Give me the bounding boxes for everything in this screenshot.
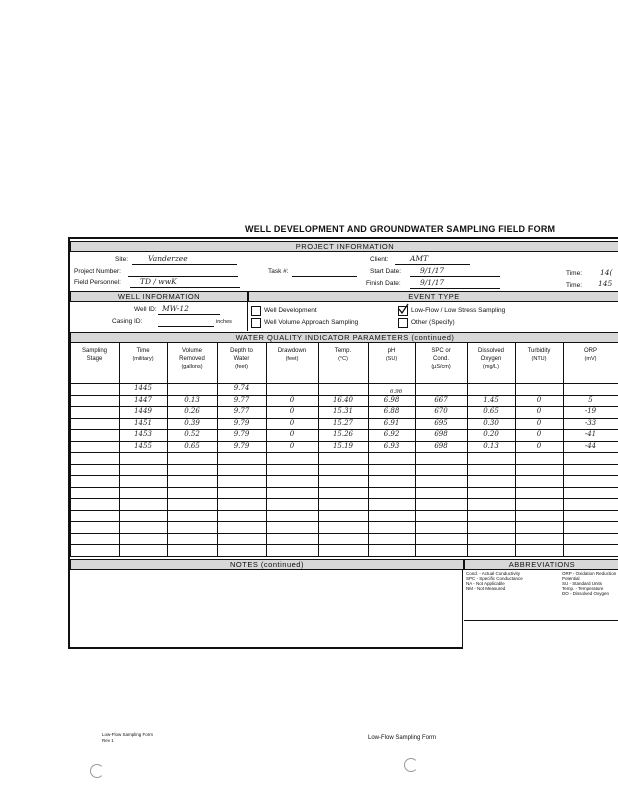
table-row-line (70, 544, 618, 545)
hole-punch-right (404, 758, 418, 772)
table-cell[interactable]: 6.88 (383, 407, 400, 415)
table-header-unit: (mg/L) (483, 364, 499, 370)
well-id-label: Well ID: (134, 306, 157, 313)
water-quality-table (70, 343, 618, 556)
table-cell[interactable]: 667 (434, 395, 448, 404)
table-header (318, 347, 368, 363)
table-row-line (70, 464, 618, 465)
table-cell[interactable]: 9.79 (233, 430, 250, 438)
table-cell[interactable]: 1445 (134, 384, 152, 392)
well-id-value[interactable]: MW-12 (162, 304, 189, 313)
abbr-left-item: NM - Not Measured (466, 586, 506, 591)
checkbox-well-volume[interactable] (251, 318, 261, 328)
ph-annotation: 6.96 (390, 388, 403, 395)
table-cell[interactable]: 0.65 (483, 407, 499, 415)
table-cell[interactable]: 0 (289, 441, 295, 450)
finish-date-label: Finish Date: (366, 280, 401, 287)
time-label-2: Time: (566, 282, 583, 289)
table-header-name: Depth to (230, 348, 253, 354)
table-row-line (70, 556, 618, 557)
water-quality-heading: WATER QUALITY INDICATOR PARAMETERS (continued) (70, 332, 618, 343)
table-cell[interactable]: 6.92 (383, 430, 400, 438)
check-mark-icon (397, 303, 409, 315)
abbreviations-right (562, 571, 616, 596)
table-header (368, 347, 415, 363)
table-cell[interactable]: 9.77 (233, 407, 250, 415)
table-header-name2: Removed (179, 356, 205, 362)
table-cell[interactable]: 16.40 (332, 395, 354, 404)
option-other: Other (Specify) (411, 319, 455, 326)
table-header-name2: Oxygen (480, 356, 502, 362)
table-cell[interactable]: 0 (289, 418, 295, 427)
table-cell[interactable]: 6.91 (383, 418, 400, 427)
table-header-name2: Cond. (432, 356, 449, 362)
table-cell[interactable]: 6.98 (383, 395, 400, 404)
table-row-line (70, 498, 618, 499)
table-row-line (70, 521, 618, 522)
table-header-unit: (µS/cm) (431, 364, 451, 370)
abbr-left-item: Cond. - Actual Conductivity (466, 571, 521, 576)
client-label: Client: (370, 256, 389, 263)
event-type-heading: EVENT TYPE (248, 291, 618, 302)
table-cell[interactable]: 1451 (134, 418, 152, 427)
table-header (467, 347, 515, 371)
start-date-line (410, 276, 500, 277)
table-row-line (70, 452, 618, 453)
client-value[interactable]: AMT (410, 254, 429, 263)
abbr-right-item: Potential (562, 576, 580, 581)
project-info-heading: PROJECT INFORMATION (70, 241, 618, 252)
table-cell[interactable]: 1449 (134, 407, 152, 415)
table-header-name: Temp. (334, 348, 352, 354)
well-id-line (158, 314, 220, 315)
table-header (167, 347, 217, 371)
table-cell[interactable]: 9.79 (233, 441, 250, 450)
table-row-line (70, 475, 618, 476)
table-header-name: pH (387, 348, 396, 354)
table-header-unit: (SU) (385, 356, 398, 362)
table-cell[interactable]: -41 (584, 430, 597, 438)
table-header (119, 347, 167, 363)
table-cell[interactable]: 9.74 (233, 384, 250, 392)
start-date-value[interactable]: 9/1/17 (420, 266, 445, 275)
table-header-unit: (NTU) (531, 356, 547, 362)
table-cell[interactable]: 0 (289, 430, 295, 438)
table-header (217, 347, 266, 371)
time-label-1: Time: (566, 270, 583, 277)
table-cell[interactable]: 1453 (134, 430, 152, 438)
casing-id-line (158, 326, 214, 327)
table-header-unit: (feet) (285, 356, 299, 362)
table-cell[interactable]: 6.93 (383, 441, 400, 450)
table-cell[interactable]: -19 (584, 407, 597, 415)
table-header (563, 347, 618, 363)
table-cell[interactable]: 9.77 (233, 395, 250, 404)
table-header (515, 347, 563, 363)
table-cell[interactable]: 15.31 (332, 407, 354, 415)
table-col-line (70, 343, 71, 556)
abbr-right-item: DO - Dissolved Oxygen (562, 591, 610, 596)
table-cell[interactable]: 5 (588, 395, 593, 404)
table-header-name: Sampling (81, 348, 107, 354)
table-header-name: ORP (583, 348, 597, 354)
abbr-right-item: ORP - Oxidation Reduction (562, 571, 617, 576)
table-row-line (70, 510, 618, 511)
table-header-name: Time (136, 348, 150, 354)
table-cell[interactable]: 0.39 (184, 418, 200, 427)
field-personnel-value[interactable]: TD / wwK (140, 277, 177, 286)
time-value-1[interactable]: 14( (600, 268, 613, 277)
site-label: Site: (115, 256, 129, 263)
abbreviations-heading: ABBREVIATIONS (464, 559, 618, 570)
table-cell[interactable]: 0.26 (184, 407, 200, 415)
table-cell[interactable]: 670 (434, 407, 448, 415)
table-cell[interactable]: 15.26 (332, 430, 354, 438)
option-well-development: Well Development (264, 307, 317, 314)
table-cell[interactable]: 0.13 (184, 395, 200, 404)
site-value[interactable]: Vanderzee (148, 254, 188, 263)
footer-left-line2: Rev 1 (102, 738, 114, 743)
task-label: Task #: (268, 268, 289, 275)
table-cell[interactable]: -33 (584, 418, 597, 427)
field-personnel-line (130, 287, 240, 288)
table-row-line (70, 487, 618, 488)
table-header-unit: (mV) (584, 356, 597, 362)
table-cell[interactable]: 0 (289, 407, 295, 415)
form-title: WELL DEVELOPMENT AND GROUNDWATER SAMPLING FIELD FORM (245, 224, 556, 234)
table-header-name: Dissolved (477, 348, 504, 354)
well-info-heading: WELL INFORMATION (70, 291, 248, 302)
table-cell[interactable]: 0.13 (483, 441, 499, 450)
table-header-name2: Stage (86, 356, 103, 362)
table-cell[interactable]: -44 (584, 441, 597, 450)
table-cell[interactable]: 0 (536, 441, 542, 450)
casing-unit: inches (216, 319, 232, 325)
table-cell[interactable]: 698 (434, 430, 448, 438)
client-line (395, 264, 470, 265)
notes-area[interactable] (70, 570, 463, 649)
table-header-unit: (°C) (338, 356, 348, 362)
abbreviations-divider (464, 620, 618, 621)
option-low-flow: Low-Flow / Low Stress Sampling (411, 307, 506, 314)
table-header-name: SPC or (431, 348, 451, 354)
site-line (132, 264, 237, 265)
table-header (70, 347, 119, 363)
table-row-line (70, 533, 618, 534)
abbr-left-item: NA - Not Applicable (466, 581, 505, 586)
footer-center: Low-Flow Sampling Form (368, 735, 437, 741)
footer-left-line1: Low-Flow Sampling Form (102, 732, 154, 737)
table-cell[interactable]: 695 (434, 418, 448, 427)
time-value-2[interactable]: 145 (598, 279, 613, 288)
table-header-name2: Water (233, 356, 250, 362)
table-cell[interactable]: 1.45 (483, 395, 499, 404)
option-well-volume: Well Volume Approach Sampling (264, 319, 359, 326)
table-header (266, 347, 318, 363)
abbr-right-item: SU - Standard Units (562, 581, 603, 586)
abbreviations-left (466, 571, 523, 591)
table-header (415, 347, 467, 371)
abbr-right-item: Temp. - Temperature (562, 586, 604, 591)
table-header-name: Drawdown (277, 348, 307, 354)
table-cell[interactable]: 0 (536, 418, 542, 427)
table-cell[interactable]: 0 (536, 407, 542, 415)
table-cell[interactable]: 9.79 (233, 418, 250, 427)
table-header-name: Volume (181, 348, 202, 354)
task-line (292, 276, 357, 277)
table-cell[interactable]: 0 (536, 395, 542, 404)
table-cell[interactable]: 0.52 (184, 430, 200, 438)
table-cell[interactable]: 15.19 (332, 441, 354, 450)
field-personnel-label: Field Personnel: (74, 279, 121, 286)
table-cell[interactable]: 698 (434, 441, 448, 450)
checkbox-other[interactable] (398, 318, 408, 328)
notes-heading: NOTES (continued) (70, 559, 464, 570)
checkbox-well-development[interactable] (251, 306, 261, 316)
table-header-name: Turbidity (527, 348, 551, 354)
table-header-unit: (gallons) (181, 364, 203, 370)
abbr-left-item: SPC - Specific Conductance (466, 576, 523, 581)
table-cell[interactable]: 15.27 (332, 418, 354, 427)
project-number-label: Project Number: (74, 268, 121, 275)
table-cell[interactable]: 0.20 (483, 430, 499, 438)
finish-date-line (410, 288, 500, 289)
casing-id-label: Casing ID: (112, 318, 143, 325)
table-cell[interactable]: 1447 (134, 395, 152, 404)
well-event-divider (247, 291, 248, 331)
start-date-label: Start Date: (370, 268, 402, 275)
table-cell[interactable]: 0.65 (184, 441, 200, 450)
finish-date-value[interactable]: 9/1/17 (420, 278, 445, 287)
table-cell[interactable]: 0 (536, 430, 542, 438)
table-header-unit: (military) (132, 356, 154, 362)
table-cell[interactable]: 0.30 (483, 418, 499, 427)
table-header-unit: (feet) (235, 364, 248, 370)
table-cell[interactable]: 1455 (134, 441, 152, 450)
table-cell[interactable]: 0 (289, 395, 295, 404)
hole-punch-left (90, 764, 104, 778)
